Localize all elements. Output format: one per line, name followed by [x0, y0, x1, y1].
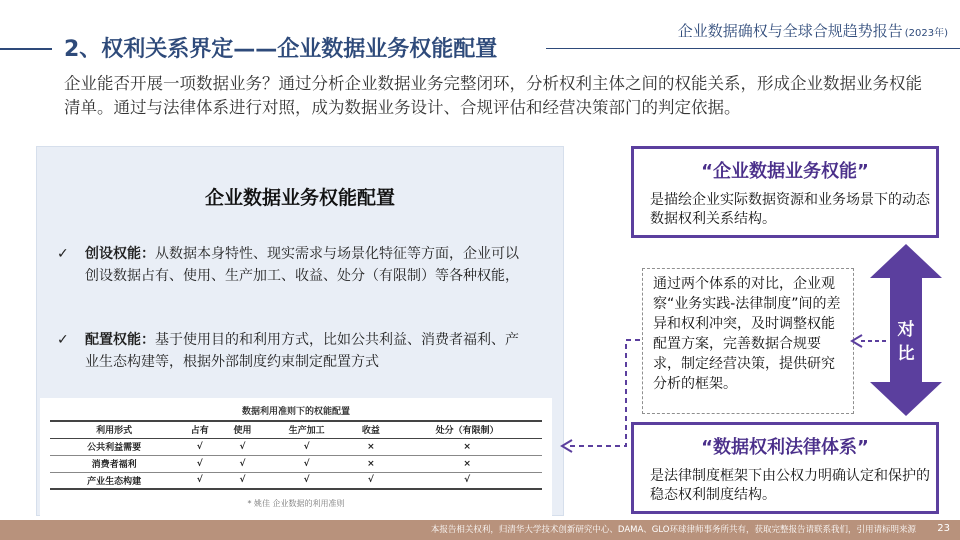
- usage-rules-table: [50, 420, 542, 490]
- table-header-cell: 处分（有限制）: [392, 421, 542, 438]
- table-cell: √: [221, 438, 264, 455]
- table-header-cell: 使用: [221, 421, 264, 438]
- bullet-text: [57, 329, 531, 373]
- report-title: [678, 20, 948, 41]
- arrow-label: 对比: [897, 320, 915, 364]
- table-source-note: * 姚佳 企业数据的利用准则: [247, 499, 345, 508]
- intro-paragraph: 企业能否开展一项数据业务？通过分析企业数据业务完整闭环，分析权利主体之间的权能关系，形成企业数据业务权能清单。通过与法律体系进行对照，成为数据业务设计、合规评估和经营决策部门的判定依据。: [64, 74, 922, 117]
- report-year: (2023年): [904, 28, 948, 39]
- page-number: 23: [937, 523, 950, 534]
- bullet-label: 创设权能：: [85, 246, 155, 262]
- table-header-cell: 生产加工: [264, 421, 350, 438]
- table-cell: ×: [349, 455, 392, 472]
- definition-title: “企业数据业务权能”: [701, 161, 869, 182]
- definition-title: “数据权利法律体系”: [701, 437, 869, 458]
- header-rule-left: [0, 48, 52, 50]
- definition-body: 是法律制度框架下由公权力明确认定和保护的稳态权利制度结构。: [650, 468, 930, 503]
- usage-rules-table-figure: [40, 398, 552, 516]
- footer-bar: [0, 520, 960, 540]
- table-cell: √: [178, 438, 221, 455]
- table-row: [50, 438, 542, 455]
- table-cell: √: [221, 472, 264, 489]
- table-cell: ×: [392, 455, 542, 472]
- panel-title: 企业数据业务权能配置: [204, 187, 395, 209]
- table-cell: √: [178, 472, 221, 489]
- footer-copyright: 本报告相关权利，归清华大学技术创新研究中心、DAMA、GLO环球律师事务所共有，获取完整报告请联系我们，引用请标明来源: [430, 525, 916, 535]
- table-header-cell: 占有: [178, 421, 221, 438]
- table-cell: √: [349, 472, 392, 489]
- table-cell: √: [264, 455, 350, 472]
- legal-system-definition-box: [631, 422, 939, 514]
- header-rule-right: [546, 48, 960, 49]
- table-header-cell: 利用形式: [50, 421, 178, 438]
- table-cell: ×: [392, 438, 542, 455]
- comparison-double-arrow: [870, 244, 942, 416]
- bullet-body: 基于使用目的和利用方式，比如公共利益、消费者福利、产业生态构建等，根据外部制度约束制定配置方式: [85, 332, 519, 370]
- report-title-text: 企业数据确权与全球合规趋势报告: [677, 22, 903, 40]
- check-icon: ✓: [57, 246, 69, 262]
- table-cell: √: [178, 455, 221, 472]
- table-cell: 产业生态构建: [50, 472, 178, 489]
- bullet-label: 配置权能：: [85, 332, 155, 348]
- definition-body: 是描绘企业实际数据资源和业务场景下的动态数据权利关系结构。: [650, 192, 930, 227]
- table-caption: 数据利用准则下的权能配置: [241, 407, 350, 417]
- table-cell: √: [221, 455, 264, 472]
- table-cell: √: [264, 438, 350, 455]
- table-cell: √: [264, 472, 350, 489]
- table-cell: √: [392, 472, 542, 489]
- bullet-create-capability: [57, 243, 531, 287]
- check-icon: ✓: [57, 332, 69, 348]
- bullet-text: [57, 243, 531, 287]
- section-title: 2、权利关系界定——企业数据业务权能配置: [64, 37, 498, 62]
- comparison-explanation-box: 通过两个体系的对比，企业观察“业务实践-法律制度”间的差异和权利冲突，及时调整权能配置方案，完善数据合规要求，制定经营决策，提供研究分析的框架。: [642, 268, 854, 414]
- bullet-configure-capability: [57, 329, 531, 373]
- table-header-row: [50, 421, 542, 438]
- business-capability-definition-box: [631, 146, 939, 238]
- table-row: [50, 455, 542, 472]
- table-cell: ×: [349, 438, 392, 455]
- table-cell: 公共利益需要: [50, 438, 178, 455]
- table-row: [50, 472, 542, 489]
- table-header-cell: 收益: [349, 421, 392, 438]
- bullet-body: 从数据本身特性、现实需求与场景化特征等方面，企业可以创设数据占有、使用、生产加工、收益、处分（有限制）等各种权能，: [85, 246, 519, 284]
- table-cell: 消费者福利: [50, 455, 178, 472]
